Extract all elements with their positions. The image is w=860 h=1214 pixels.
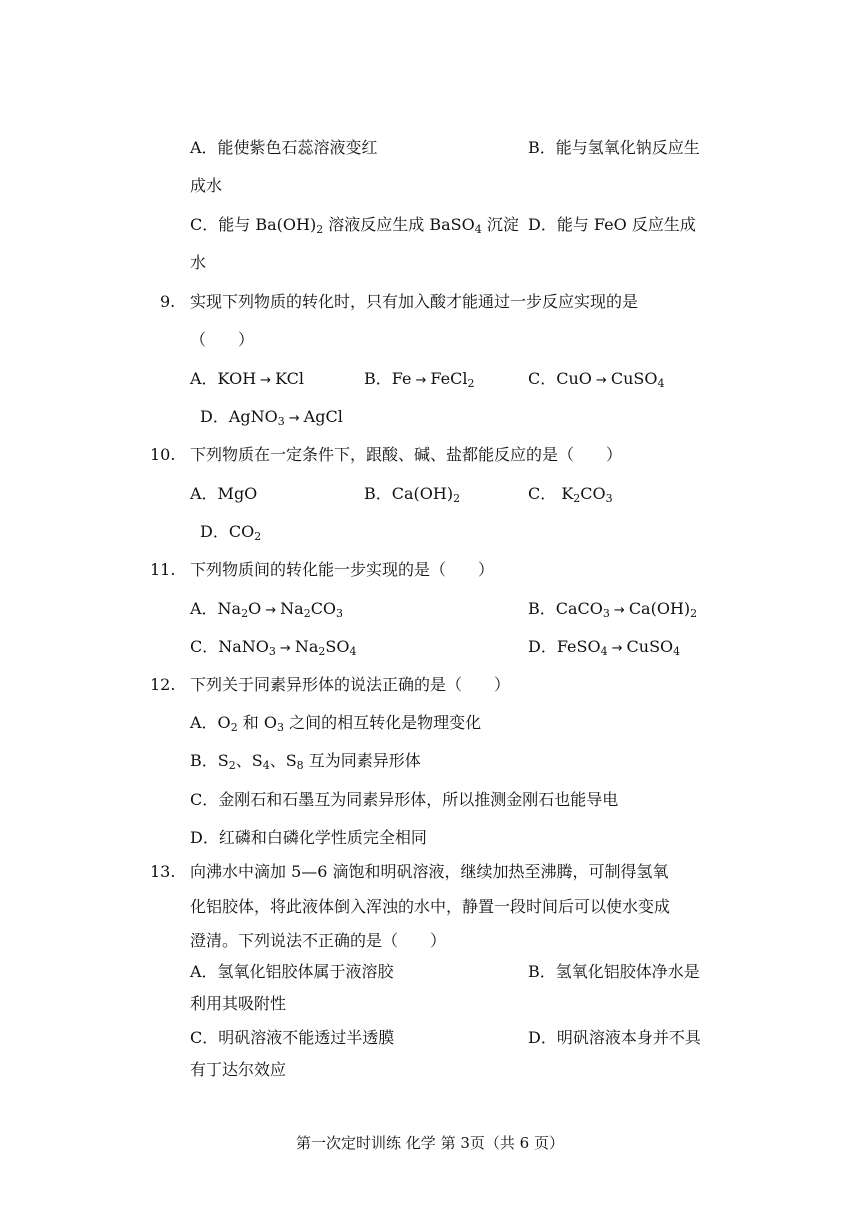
arrow-icon: →: [260, 373, 272, 388]
text: O: [248, 599, 262, 618]
text: CO: [310, 599, 337, 618]
q13-option-c: C．明矾溶液不能透过半透膜: [190, 1028, 395, 1047]
q10-option-b: [364, 483, 460, 505]
subscript: 8: [296, 759, 304, 772]
q9-option-c: [528, 368, 664, 390]
text: B．S: [190, 751, 229, 770]
q13-option-a: A．氢氧化铝胶体属于液溶胶: [190, 962, 394, 981]
q10-stem: 下列物质在一定条件下，跟酸、碱、盐都能反应的是（ ）: [190, 445, 623, 464]
text: 溶液反应生成 BaSO: [323, 215, 475, 234]
text: 之间的相互转化是物理变化: [283, 713, 482, 732]
q9-answer-paren: （ ）: [190, 330, 255, 349]
subscript: 2: [573, 492, 581, 505]
q12-option-c: C．金刚石和石墨互为同素异形体，所以推测金刚石也能导电: [190, 790, 619, 809]
text: 、S: [235, 751, 263, 770]
subscript: 2: [241, 607, 249, 620]
arrow-icon: →: [288, 411, 300, 426]
q11-option-b: [528, 598, 697, 620]
q9-number: 9.: [160, 292, 176, 311]
text: B．Ca(OH): [364, 484, 454, 503]
subscript: 4: [657, 377, 665, 390]
subscript: 2: [318, 645, 326, 658]
q10-option-d: [200, 521, 261, 543]
subscript: 2: [303, 607, 311, 620]
subscript: 2: [467, 377, 475, 390]
subscript: 4: [349, 645, 357, 658]
text: CO: [580, 484, 606, 503]
text: C． K: [528, 484, 574, 503]
q9-option-b: [364, 368, 474, 390]
subscript: 3: [605, 492, 613, 505]
q13-option-b: B．氢氧化铝胶体净水是: [528, 962, 700, 981]
q10-option-a: A．MgO: [190, 484, 258, 503]
q9-stem: 实现下列物质的转化时，只有加入酸才能通过一步反应实现的是: [190, 292, 639, 311]
text: C．能与 Ba(OH): [190, 215, 317, 234]
q12-option-b: [190, 750, 421, 772]
text: A．KOH: [190, 369, 257, 388]
text: SO: [325, 637, 350, 656]
arrow-icon: →: [415, 373, 427, 388]
q8-option-d-cont: 水: [190, 253, 207, 272]
page-footer: 第一次定时训练 化学 第 3页（共 6 页）: [296, 1134, 564, 1152]
text: 互为同素异形体: [303, 751, 421, 770]
arrow-icon: →: [265, 603, 277, 618]
text: KCl: [275, 369, 304, 388]
q8-option-c: [190, 214, 519, 236]
subscript: 2: [254, 530, 262, 543]
subscript: 3: [602, 607, 610, 620]
text: 沉淀: [481, 215, 519, 234]
q8-option-b: B．能与氢氧化钠反应生: [528, 138, 700, 157]
text: Na: [294, 637, 319, 656]
subscript: 4: [262, 759, 270, 772]
q11-number: 11.: [150, 560, 176, 579]
q12-number: 12.: [150, 675, 176, 694]
q8-option-b-cont: 成水: [190, 176, 223, 195]
arrow-icon: →: [595, 373, 607, 388]
text: FeCl: [430, 369, 468, 388]
text: Na: [280, 599, 304, 618]
q10-number: 10.: [150, 445, 176, 464]
text: Ca(OH): [628, 599, 691, 618]
text: B．CaCO: [528, 599, 603, 618]
q13-stem-line1: 向沸水中滴加 5—6 滴饱和明矾溶液，继续加热至沸腾，可制得氢氧: [190, 862, 669, 881]
text: A．O: [190, 713, 231, 732]
text: D．AgNO: [200, 407, 278, 426]
subscript: 2: [316, 223, 324, 236]
text: B．Fe: [364, 369, 412, 388]
q10-option-c: [528, 483, 613, 505]
q9-option-a: [190, 368, 304, 390]
subscript: 3: [276, 721, 284, 734]
subscript: 2: [230, 721, 238, 734]
arrow-icon: →: [279, 641, 291, 656]
subscript: 4: [673, 645, 681, 658]
subscript: 3: [277, 415, 285, 428]
q13-option-d-cont: 有丁达尔效应: [190, 1060, 287, 1079]
arrow-icon: →: [611, 641, 623, 656]
q8-option-a: A．能使紫色石蕊溶液变红: [190, 138, 378, 157]
subscript: 3: [268, 645, 276, 658]
text: CuSO: [626, 637, 674, 656]
q13-stem-line2: 化铝胶体，将此液体倒入浑浊的水中，静置一段时间后可以使水变成: [190, 897, 671, 916]
subscript: 4: [474, 223, 482, 236]
q12-stem: 下列关于同素异形体的说法正确的是（ ）: [190, 675, 511, 694]
q11-stem: 下列物质间的转化能一步实现的是（ ）: [190, 560, 495, 579]
subscript: 2: [453, 492, 461, 505]
arrow-icon: →: [613, 603, 625, 618]
q12-option-a: [190, 712, 481, 734]
q11-option-d: [528, 636, 680, 658]
q8-option-d: D．能与 FeO 反应生成: [528, 215, 696, 234]
subscript: 2: [690, 607, 698, 620]
q11-option-c: [190, 636, 356, 658]
q13-number: 13.: [150, 862, 176, 881]
q13-option-d: D．明矾溶液本身并不具: [528, 1028, 701, 1047]
text: AgCl: [303, 407, 343, 426]
subscript: 2: [228, 759, 236, 772]
text: D．FeSO: [528, 637, 601, 656]
subscript: 3: [336, 607, 344, 620]
text: 和 O: [237, 713, 277, 732]
text: 、S: [269, 751, 297, 770]
text: D．CO: [200, 522, 255, 541]
text: A．Na: [190, 599, 242, 618]
subscript: 4: [600, 645, 608, 658]
text: C．NaNO: [190, 637, 269, 656]
text: C．CuO: [528, 369, 592, 388]
q9-option-d: [200, 406, 343, 428]
q13-stem-line3: 澄清。下列说法不正确的是（ ）: [190, 931, 447, 950]
text: CuSO: [610, 369, 658, 388]
q11-option-a: [190, 598, 343, 620]
q12-option-d: D．红磷和白磷化学性质完全相同: [190, 828, 427, 847]
q13-option-b-cont: 利用其吸附性: [190, 994, 287, 1013]
